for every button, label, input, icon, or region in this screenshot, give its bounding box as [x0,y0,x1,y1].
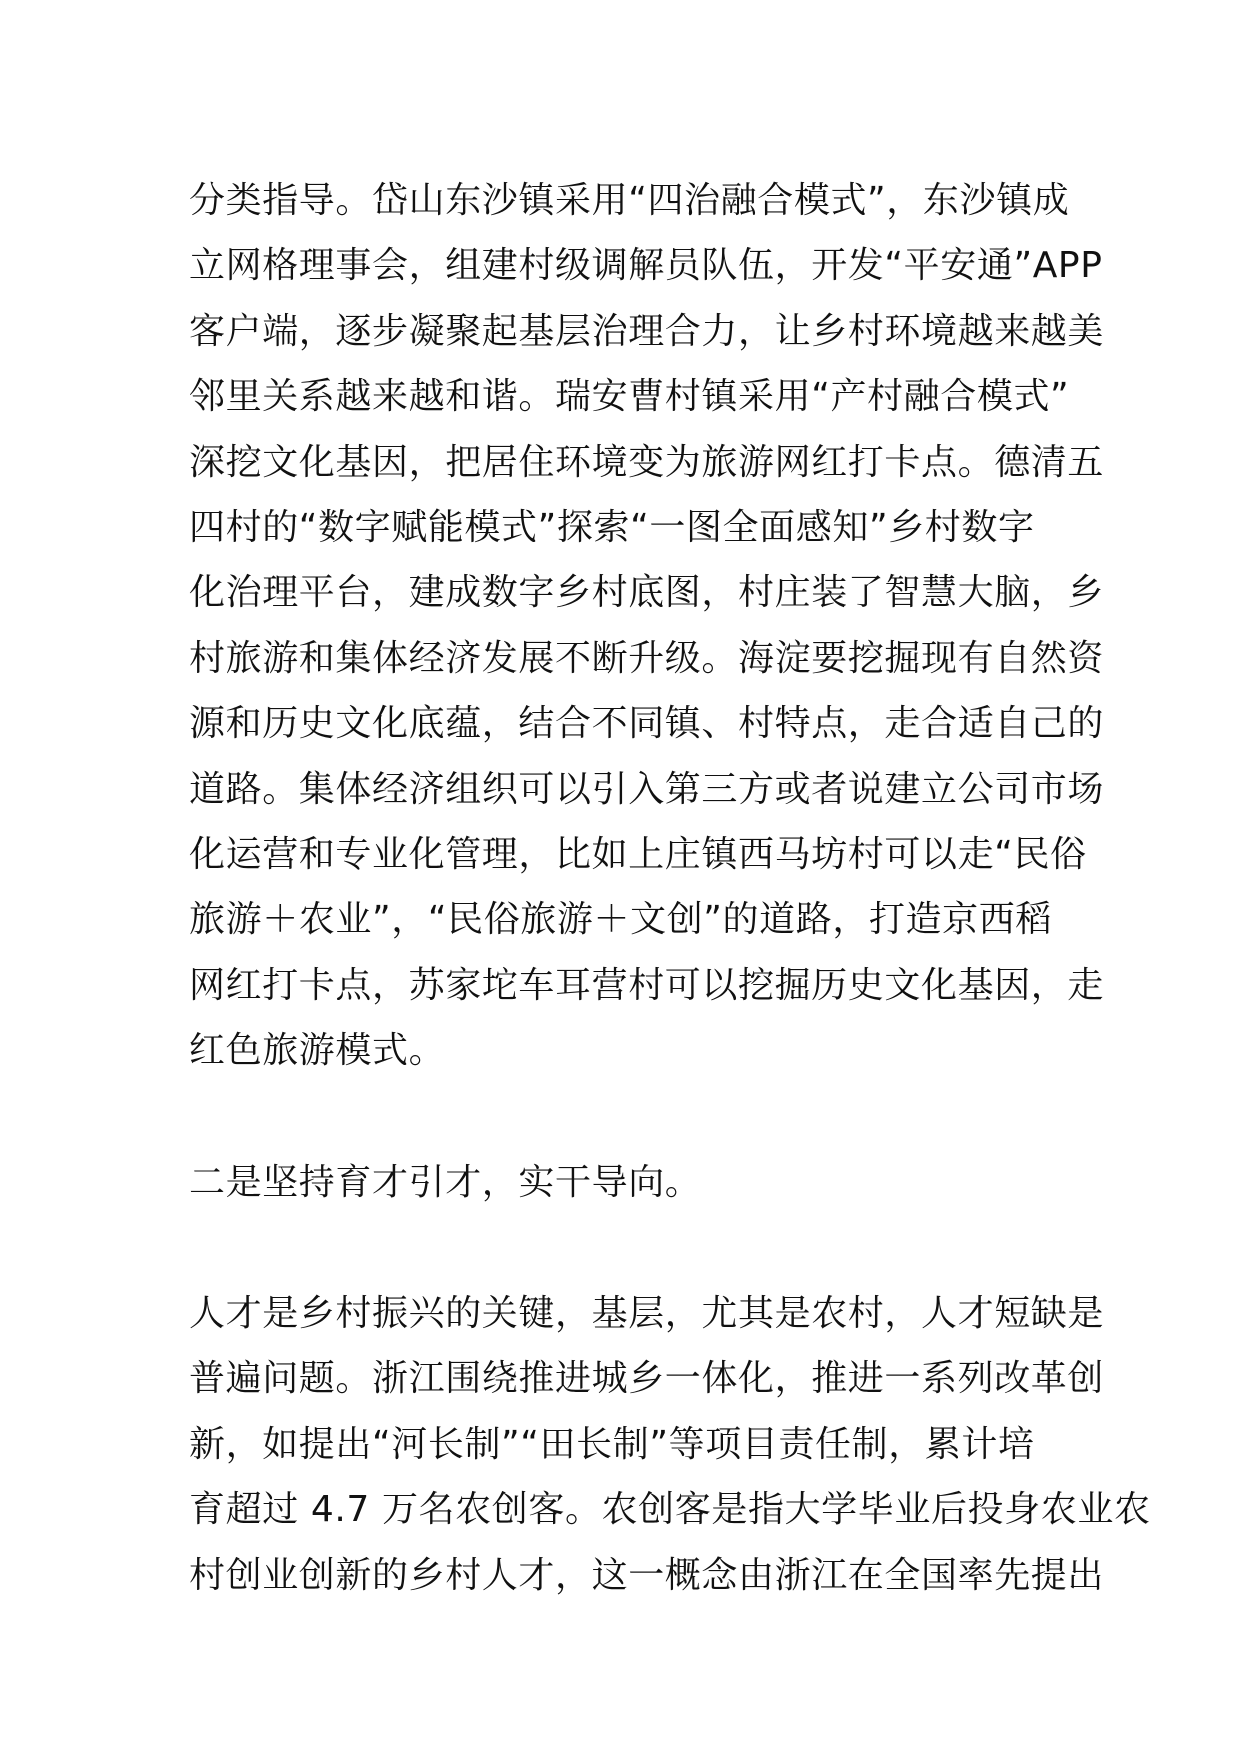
paragraph-line: 化治理平台，建成数字乡村底图，村庄装了智慧大脑，乡 [189,572,1105,614]
paragraph-line: 道路。集体经济组织可以引入第三方或者说建立公司市场 [189,768,1105,810]
section-heading-text: 二是坚持育才引才，实干导向。 [189,1162,702,1203]
paragraph-line: 深挖文化基因，把居住环境变为旅游网红打卡点。德清五 [189,441,1105,483]
paragraph-rural-governance-models [189,168,1105,1083]
paragraph-line: 新，如提出“河长制”“田长制”等项目责任制，累计培 [189,1423,1035,1465]
paragraph-line: 普遍问题。浙江围绕推进城乡一体化，推进一系列改革创 [189,1358,1105,1400]
paragraph-line: 村旅游和集体经济发展不断升级。海淀要挖掘现有自然资 [189,637,1105,679]
paragraph-line: 网红打卡点，苏家坨车耳营村可以挖掘历史文化基因，走 [189,964,1105,1006]
paragraph-line: 分类指导。岱山东沙镇采用“四治融合模式”，东沙镇成 [189,180,1070,221]
paragraph-line: 红色旅游模式。 [189,1030,446,1072]
paragraph-line: 四村的“数字赋能模式”探索“一图全面感知”乡村数字 [189,506,1035,548]
paragraph-line: 旅游＋农业”，“民俗旅游＋文创”的道路，打造京西稻 [189,899,1052,941]
paragraph-line: 邻里关系越来越和谐。瑞安曹村镇采用“产村融合模式” [189,376,1070,418]
paragraph-line: 源和历史文化底蕴，结合不同镇、村特点，走合适自己的 [189,703,1105,745]
paragraph-line: 立网格理事会，组建村级调解员队伍，开发“平安通”APP [189,245,1103,287]
paragraph-line: 客户端，逐步凝聚起基层治理合力，让乡村环境越来越美 [189,310,1105,352]
paragraph-line: 育超过 4.7 万名农创客。农创客是指大学毕业后投身农业农 [189,1489,1151,1531]
paragraph-line: 化运营和专业化管理，比如上庄镇西马坊村可以走“民俗 [189,833,1087,875]
paragraph-talent-cultivation [189,1281,1151,1608]
section-heading-talent [189,1150,1057,1215]
paragraph-line: 人才是乡村振兴的关键，基层，尤其是农村，人才短缺是 [189,1293,1105,1334]
paragraph-line: 村创业创新的乡村人才，这一概念由浙江在全国率先提出 [189,1554,1105,1596]
